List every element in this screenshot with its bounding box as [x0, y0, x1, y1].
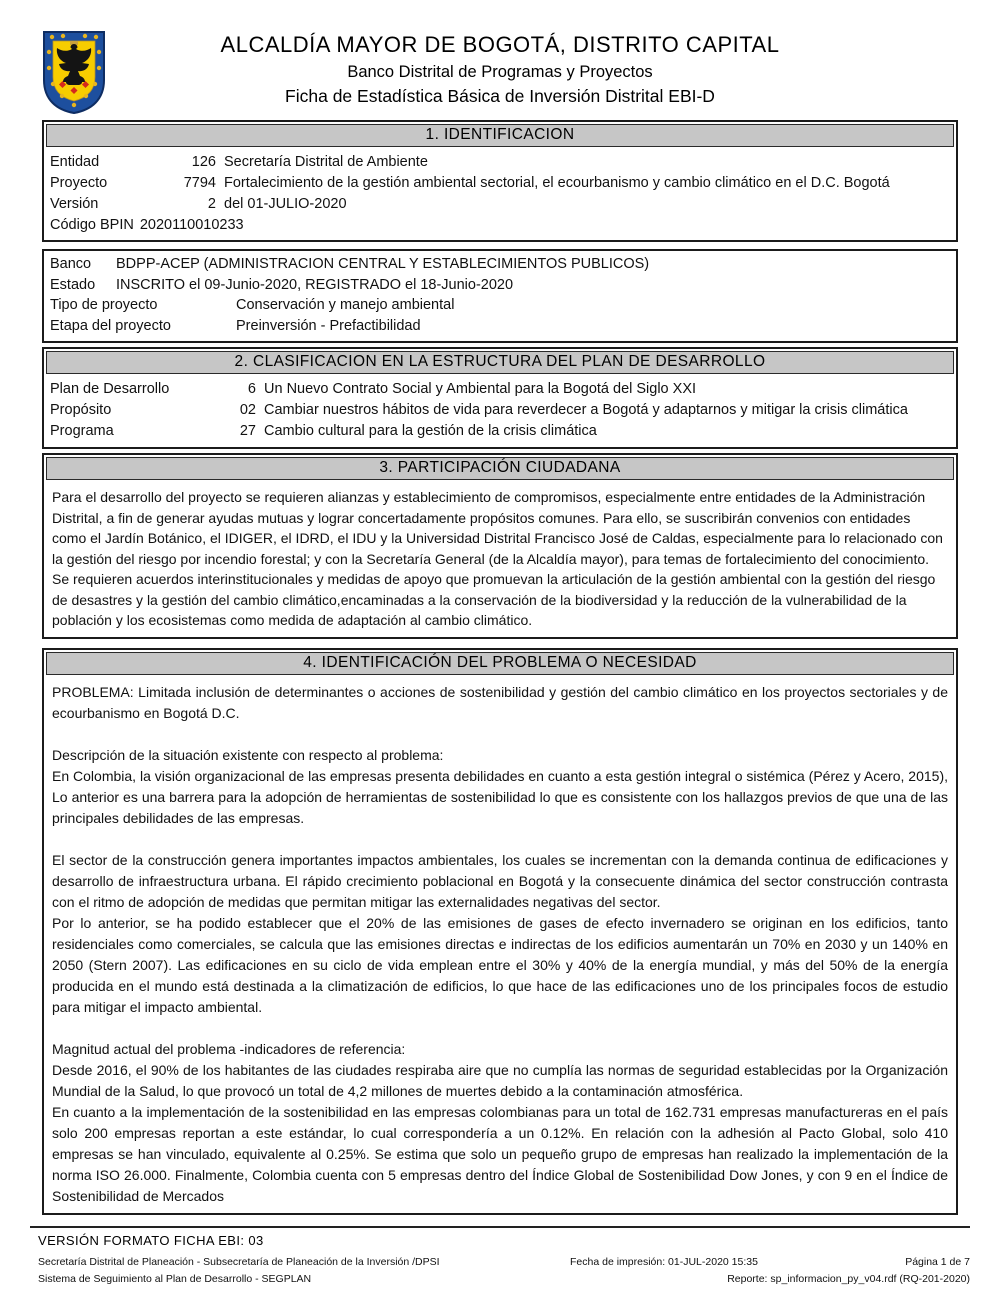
proposito-code: 02 — [239, 402, 256, 418]
problema-paragraph: Desde 2016, el 90% de los habitantes de las ciudades respiraba aire que no cumplía las normas de seguridad establecidas por la Organización Mundial de la Salud, lo que provocó un total de 4,2 millones de muertes debido a la contaminación atmosférica. — [52, 1061, 948, 1099]
estado-label: Estado — [50, 276, 96, 293]
footer-right-column — [570, 1254, 970, 1288]
banco-value: BDPP-ACEP (ADMINISTRACION CENTRAL Y ESTABLECIMIENTOS PUBLICOS) — [116, 256, 650, 272]
row-programa — [50, 421, 948, 441]
problema-paragraph: Por lo anterior, se ha podido establecer que el 20% de las emisiones de gases de efecto invernadero se originan en los edificios, tanto residenciales como comerciales, se calcula que las emisiones directas e indirectas de los edificios aumentarán un 70% en 2030 y un 140% en 2050 (Stern 2007). Las edificaciones en su ciclo de vida emplean entre el 30% y 40% de la energía mundial, y más del 50% de la energía producida en el mundo está destinada a la climatización de edificios, lo que hace de las edificaciones uno de los principales focos de estudio para mitigar el impacto ambiental. — [52, 914, 948, 1015]
section-identificacion — [42, 120, 958, 242]
document-title: ALCALDÍA MAYOR DE BOGOTÁ, DISTRITO CAPITAL — [220, 32, 780, 57]
entidad-code: 126 — [191, 154, 216, 170]
participacion-paragraph: Se requieren acuerdos interinstitucionales y medidas de apoyo que promuevan la articulación de la gestión ambiental con la gestión del riesgo de desastres y la gestión del cambio climático,encaminadas a la conservación de la biodiversidad y la reducción de la vulnerabilidad de la población y los ecosistemas como medida de adaptación al cambio climático. — [52, 571, 936, 628]
row-version — [50, 194, 948, 214]
version-label: Versión — [50, 196, 99, 212]
problema-paragraph: Descripción de la situación existente con respecto al problema: — [52, 746, 444, 763]
footer-columns — [30, 1254, 970, 1288]
section-clasificacion — [42, 347, 958, 449]
entidad-value: Secretaría Distrital de Ambiente — [224, 154, 428, 170]
document-footer — [30, 1226, 970, 1288]
row-etapa-proyecto — [50, 316, 948, 337]
participacion-paragraph: Para el desarrollo del proyecto se requieren alianzas y establecimiento de compromisos, especialmente entre entidades de la Administración Distrital, a fin de generar ayudas mutuas y lograr concertadamente propósitos comunes. Para ello, se suscribirán convenios con entidades como el Jardín Botánico, el IDIGER, el IDRD, el IDU y la Universidad Distrital Francisco José de Caldas, especialmente para lo relacionado con la gestión del riesgo por incendio forestal; y con la Secretaría General (de la Alcaldía mayor), para temas de fortalecimiento del conocimiento. — [52, 489, 943, 567]
entidad-label: Entidad — [50, 154, 100, 170]
footer-entity-line: Secretaría Distrital de Planeación - Subsecretaría de Planeación de la Inversión /DPSI — [38, 1256, 440, 1268]
document-subtitle-ficha: Ficha de Estadística Básica de Inversión Distrital EBI-D — [285, 86, 715, 106]
bogota-coat-of-arms-icon — [40, 28, 108, 116]
programa-label: Programa — [50, 423, 114, 439]
proposito-label: Propósito — [50, 402, 112, 418]
problema-paragraph: El sector de la construcción genera importantes impactos ambientales, los cuales se incrementan con la demanda continua de edificaciones y desarrollo de infraestructura urbana. El rápido crecimiento poblacional en Bogotá y la consecuente dinámica del sector construcción contrasta con el ritmo de adopción de medidas que permitan mitigar las externalidades negativas del sector. — [52, 851, 948, 910]
banco-label: Banco — [50, 256, 92, 272]
footer-version-label: VERSIÓN FORMATO FICHA EBI: 03 — [38, 1233, 264, 1248]
registro-rows — [44, 251, 956, 341]
plan-desarrollo-value: Un Nuevo Contrato Social y Ambiental para la Bogotá del Siglo XXI — [264, 381, 697, 397]
section-problema-header: 4. IDENTIFICACIÓN DEL PROBLEMA O NECESIDAD — [46, 652, 954, 675]
footer-report-line: Reporte: sp_informacion_py_v04.rdf (RQ-201-2020) — [727, 1273, 970, 1285]
version-code: 2 — [207, 196, 216, 212]
document-body — [42, 120, 958, 1215]
codigo-bpin-value: 2020110010233 — [139, 217, 244, 233]
plan-desarrollo-code: 6 — [247, 381, 256, 397]
document-header — [0, 0, 1000, 120]
footer-right-top — [570, 1254, 970, 1271]
clasificacion-rows — [44, 376, 956, 447]
version-value: del 01-JULIO-2020 — [224, 196, 347, 212]
row-tipo-proyecto — [50, 295, 948, 316]
problema-paragraph: En cuanto a la implementación de la sostenibilidad en las empresas colombianas para un total de 162.731 empresas manufactureras en el país solo 200 empresas reportan a este estándar, lo cual correspondería a un 0.12%. En relación con la adhesión al Pacto Global, solo 410 empresas se han vinculado, equivalente al 0.25%. Se estima que solo un pequeño grupo de empresas han realizado la implementación de la norma ISO 26.000. Finalmente, Colombia cuenta con 5 empresas dentro del Índice Global de Sostenibilidad Dow Jones, y con 9 en el Índice de Sostenibilidad de Mercados — [52, 1103, 948, 1204]
row-codigo-bpin — [50, 215, 948, 235]
footer-page-number: Página 1 de 7 — [905, 1256, 970, 1268]
etapa-proyecto-value: Preinversión - Prefactibilidad — [236, 317, 421, 334]
footer-print-date: Fecha de impresión: 01-JUL-2020 15:35 — [570, 1256, 758, 1268]
problema-paragraph: En Colombia, la visión organizacional de las empresas presenta debilidades en cuanto a esta gestión integral o sistémica (Pérez y Acero, 2015), Lo anterior es una barrera para la adopción de herramientas de sostenibilidad lo que es consistente con los hallazgos previos de que una de las principales debilidades de las empresas. — [52, 767, 948, 826]
proyecto-code: 7794 — [183, 175, 216, 191]
problema-paragraph: PROBLEMA: Limitada inclusión de determinantes o acciones de sostenibilidad y gestión del cambio climático en los proyectos sectoriales y de ecourbanismo en Bogotá D.C. — [52, 683, 948, 721]
section-participacion — [42, 453, 958, 639]
row-proposito — [50, 400, 948, 420]
section-clasificacion-header: 2. CLASIFICACION EN LA ESTRUCTURA DEL PLAN DE DESARROLLO — [46, 351, 954, 374]
section-participacion-header: 3. PARTICIPACIÓN CIUDADANA — [46, 457, 954, 480]
plan-desarrollo-label: Plan de Desarrollo — [50, 381, 170, 397]
problema-text — [44, 677, 956, 1213]
footer-divider — [30, 1226, 970, 1228]
estado-value: INSCRITO el 09-Junio-2020, REGISTRADO el 18-Junio-2020 — [116, 276, 514, 293]
row-entidad — [50, 152, 948, 172]
codigo-bpin-label: Código BPIN — [50, 217, 134, 233]
proyecto-label: Proyecto — [50, 175, 108, 191]
section-identificacion-header: 1. IDENTIFICACION — [46, 124, 954, 147]
tipo-proyecto-label: Tipo de proyecto — [50, 297, 158, 313]
problema-paragraph: Magnitud actual del problema -indicadores de referencia: — [52, 1040, 406, 1057]
programa-code: 27 — [239, 423, 256, 439]
header-titles — [0, 30, 1000, 107]
row-proyecto — [50, 173, 948, 193]
section-registro — [42, 249, 958, 343]
programa-value: Cambio cultural para la gestión de la crisis climática — [264, 423, 597, 439]
tipo-proyecto-value: Conservación y manejo ambiental — [236, 297, 455, 313]
footer-system-line: Sistema de Seguimiento al Plan de Desarrollo - SEGPLAN — [38, 1273, 312, 1285]
identificacion-rows — [44, 149, 956, 240]
proyecto-value: Fortalecimiento de la gestión ambiental sectorial, el ecourbanismo y cambio climático en el D.C. Bogotá — [224, 175, 890, 191]
row-estado — [50, 275, 948, 296]
row-banco — [50, 254, 948, 275]
row-plan-desarrollo — [50, 379, 948, 399]
section-problema — [42, 648, 958, 1215]
document-subtitle-bank: Banco Distrital de Programas y Proyectos — [347, 63, 653, 81]
footer-left-column — [38, 1254, 440, 1288]
proposito-value: Cambiar nuestros hábitos de vida para reverdecer a Bogotá y adaptarnos y mitigar la crisis climática — [264, 402, 908, 418]
etapa-proyecto-label: Etapa del proyecto — [50, 317, 171, 334]
participacion-text — [44, 482, 956, 637]
